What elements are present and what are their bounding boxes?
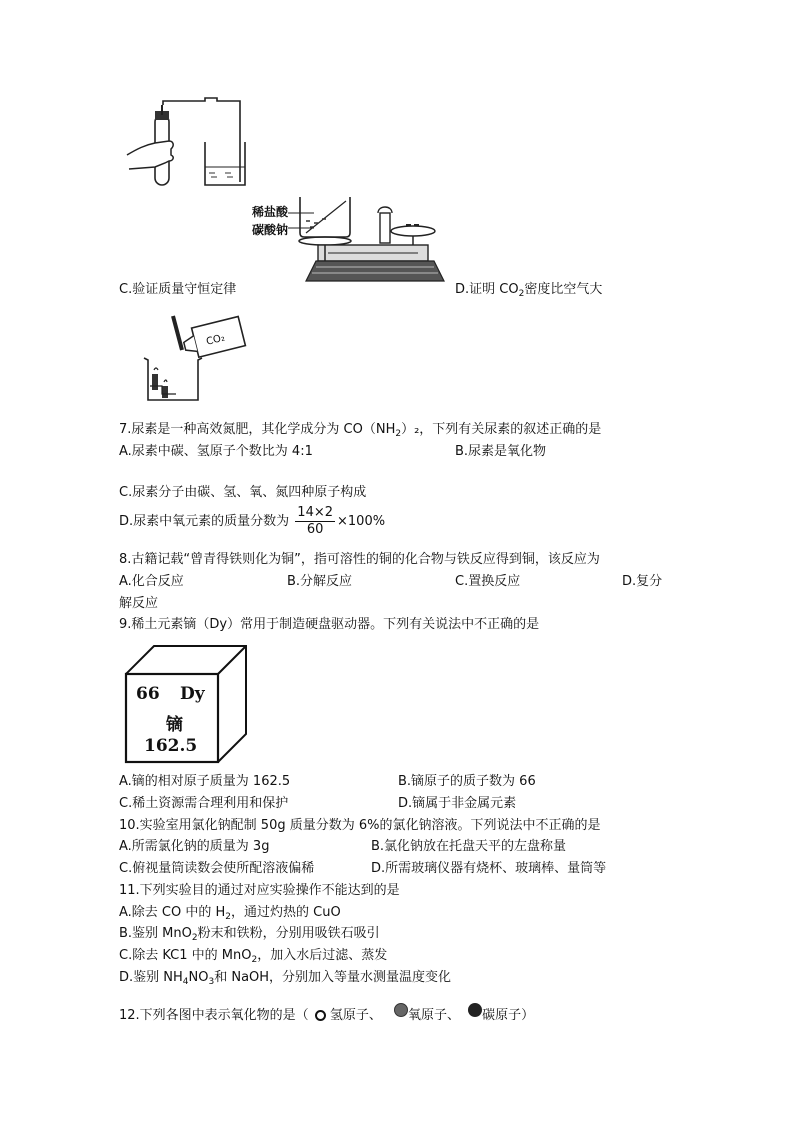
q11-option-a-text2: ，通过灼热的 CuO: [231, 905, 341, 920]
q6-option-c[interactable]: [119, 281, 236, 299]
q7-stem: [119, 421, 601, 439]
legend-oxygen: 氧原子、: [407, 1008, 460, 1023]
q11-option-c-text1: C.除去 KC1 中的 MnO: [119, 948, 252, 963]
q7-option-c[interactable]: C.尿素分子由碳、氢、氧、氮四种原子构成: [119, 485, 367, 500]
q9-stem: 9.稀土元素镝（Dy）常用于制造硬盘驱动器。下列有关说法中不正确的是: [119, 617, 540, 632]
q11-option-d[interactable]: [119, 969, 451, 987]
q11-option-b-text1: B.鉴别 MnO: [119, 926, 192, 941]
oxygen-atom-icon: [394, 1003, 408, 1017]
q11-option-a-text1: A.除去 CO 中的 H: [119, 905, 226, 920]
q10-option-d[interactable]: D.所需玻璃仪器有烧杯、玻璃棒、量筒等: [371, 861, 607, 876]
q9-option-b[interactable]: B.镝原子的质子数为 66: [398, 774, 536, 789]
hydrogen-atom-icon: [315, 1010, 326, 1021]
q8-option-a[interactable]: A.化合反应: [119, 574, 184, 589]
q7-stem-sub: 2: [395, 429, 402, 439]
q11-option-b-text2: 粉末和铁粉，分别用吸铁石吸引: [197, 926, 380, 941]
mass-fraction-formula: [295, 505, 335, 538]
q7-stem-text: 7.尿素是一种高效氮肥，其化学成分为 CO（NH: [119, 422, 396, 437]
element-symbol: Dy: [180, 684, 205, 704]
q8-option-d-continued[interactable]: 解反应: [119, 596, 159, 611]
legend-hydrogen: 氢原子、: [329, 1008, 382, 1023]
q12-stem: [119, 1005, 534, 1027]
q7-option-d-suffix: ×100%: [337, 514, 386, 529]
q11-option-b[interactable]: [119, 925, 380, 943]
legend-carbon: 碳原子）: [482, 1008, 535, 1023]
q11-option-a-sub: 2: [225, 912, 232, 922]
q11-option-d-text2: NO: [188, 970, 209, 985]
q10-option-c[interactable]: C.俯视量筒读数会使所配溶液偏稀: [119, 861, 315, 876]
q8-option-b[interactable]: B.分解反应: [287, 574, 353, 589]
q10-option-b[interactable]: B.氯化钠放在托盘天平的左盘称量: [371, 839, 567, 854]
q7-option-b[interactable]: B.尿素是氧化物: [455, 444, 547, 459]
element-name: 镝: [166, 715, 183, 735]
q11-option-d-sub2: 3: [208, 977, 215, 987]
q11-option-c-text2: ，加入水后过滤、蒸发: [257, 948, 388, 963]
q7-option-a[interactable]: A.尿素中碳、氢原子个数比为 4:1: [119, 444, 313, 459]
label-sodium-carbonate: 碳酸钠: [252, 223, 289, 237]
q9-option-c[interactable]: C.稀土资源需合理利用和保护: [119, 796, 289, 811]
q9-option-d[interactable]: D.镝属于非金属元素: [398, 796, 517, 811]
q11-option-c[interactable]: [119, 947, 387, 965]
co2-density-figure: [140, 312, 250, 404]
q7-stem-suffix: ）₂，下列有关尿素的叙述正确的是: [401, 422, 602, 437]
dysprosium-element-card: [120, 642, 250, 767]
q6-option-c-label: C.验证质量守恒定律: [119, 282, 237, 297]
q6-option-d-sub: 2: [518, 289, 525, 299]
q10-stem: 10.实验室用氯化钠配制 50g 质量分数为 6%的氯化钠溶液。下列说法中不正确的是: [119, 818, 601, 833]
q6-option-d-suffix: 密度比空气大: [524, 282, 603, 297]
q8-stem: 8.古籍记载“曾青得铁则化为铜”，指可溶性的铜的化合物与铁反应得到铜，该反应为: [119, 552, 600, 567]
q11-option-b-sub: 2: [191, 933, 198, 943]
q7-option-d-prefix: D.尿素中氧元素的质量分数为: [119, 514, 290, 529]
q11-stem: 11.下列实验目的通过对应实验操作不能达到的是: [119, 883, 400, 898]
q9-option-a[interactable]: A.镝的相对原子质量为 162.5: [119, 774, 291, 789]
carbon-atom-icon: [468, 1003, 482, 1017]
airtightness-check-figure: [125, 97, 255, 192]
q8-option-c[interactable]: C.置换反应: [455, 574, 521, 589]
q10-option-a[interactable]: A.所需氯化钠的质量为 3g: [119, 839, 270, 854]
fraction-numerator: 14×2: [297, 505, 334, 520]
q6-option-d[interactable]: [455, 281, 602, 299]
q6-option-d-prefix: D.证明 CO: [455, 282, 519, 297]
co2-bottle-label: CO₂: [205, 332, 227, 348]
q12-stem-text: 12.下列各图中表示氧化物的是（: [119, 1008, 309, 1023]
q7-option-d[interactable]: [119, 500, 385, 544]
q11-option-d-text3: 和 NaOH，分别加入等量水测量温度变化: [214, 970, 452, 985]
label-dilute-hcl: 稀盐酸: [252, 205, 289, 219]
q11-option-a[interactable]: [119, 904, 341, 922]
q11-option-d-sub1: 4: [182, 977, 189, 987]
q11-option-c-sub: 2: [251, 955, 258, 965]
atomic-mass: 162.5: [144, 736, 198, 756]
mass-conservation-figure: [252, 193, 452, 285]
atomic-number: 66: [136, 684, 160, 704]
q11-option-d-text1: D.鉴别 NH: [119, 970, 183, 985]
fraction-denominator: 60: [306, 522, 324, 537]
q8-option-d[interactable]: D.复分: [622, 574, 663, 589]
